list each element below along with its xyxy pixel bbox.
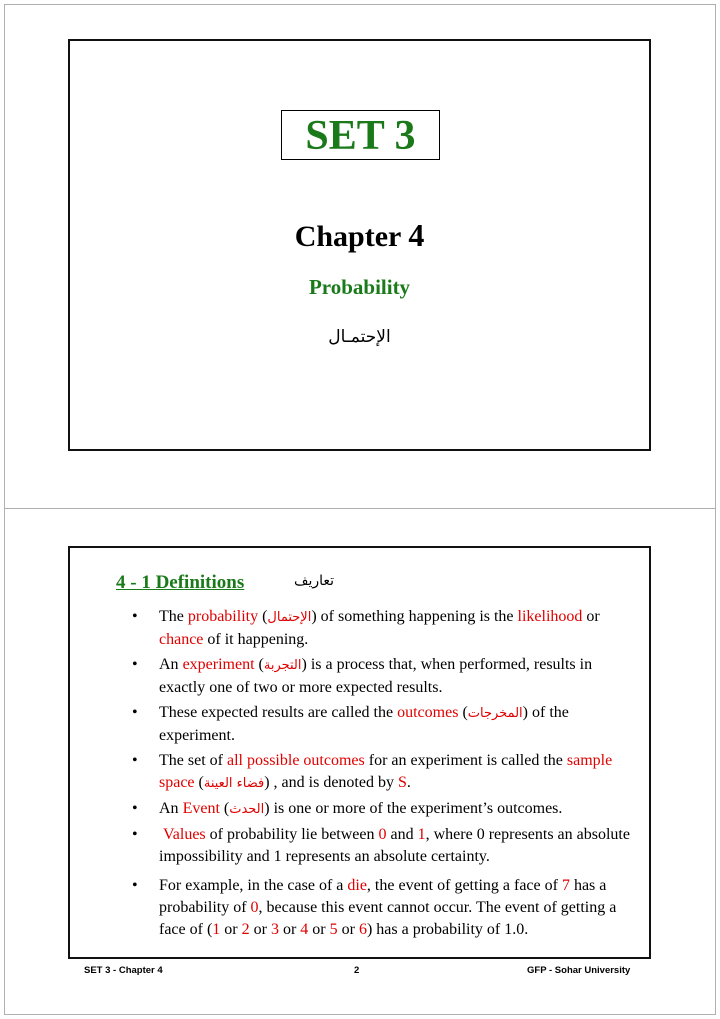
page-divider bbox=[4, 508, 716, 509]
chapter-number: 4 bbox=[408, 217, 425, 253]
chapter-title bbox=[70, 217, 649, 254]
list-item: • An experiment (التجربة) is a process that, when performed, results in exactly one of two or more expected results. bbox=[132, 654, 632, 699]
definitions-list bbox=[132, 606, 632, 944]
list-item: • The probability (الإحتمال) of something happening is the likelihood or chance of it happening. bbox=[132, 606, 632, 651]
subject-title: Probability bbox=[308, 275, 411, 299]
list-item: • The set of all possible outcomes for an experiment is called the sample space (فضاء العينة) , and is denoted by S. bbox=[132, 750, 632, 795]
list-item: • For example, in the case of a die, the event of getting a face of 7 has a probability of 0, because this event cannot occur. The event of getting a face of (1 or 2 or 3 or 4 or 5 or 6) has a probability of 1.0. bbox=[132, 875, 632, 941]
footer-chapter-label: SET 3 - Chapter 4 bbox=[84, 965, 163, 976]
definitions-slide bbox=[68, 546, 651, 959]
title-slide bbox=[68, 39, 651, 451]
set-title: SET 3 bbox=[281, 110, 440, 160]
list-item: • These expected results are called the outcomes (المخرجات) of the experiment. bbox=[132, 702, 632, 747]
list-item: • An Event (الحدث) is one or more of the experiment’s outcomes. bbox=[132, 798, 632, 821]
section-heading-arabic: تعاريف bbox=[294, 573, 335, 589]
section-heading: 4 - 1 Definitions bbox=[116, 572, 245, 593]
footer-page-number: 2 bbox=[354, 965, 360, 976]
subject-arabic: الإحتمـال bbox=[328, 327, 391, 347]
chapter-word: Chapter bbox=[294, 220, 401, 253]
footer-institution: GFP - Sohar University bbox=[527, 965, 631, 976]
list-item: • Values of probability lie between 0 and 1, where 0 represents an absolute impossibility and 1 represents an absolute certainty. bbox=[132, 824, 632, 868]
